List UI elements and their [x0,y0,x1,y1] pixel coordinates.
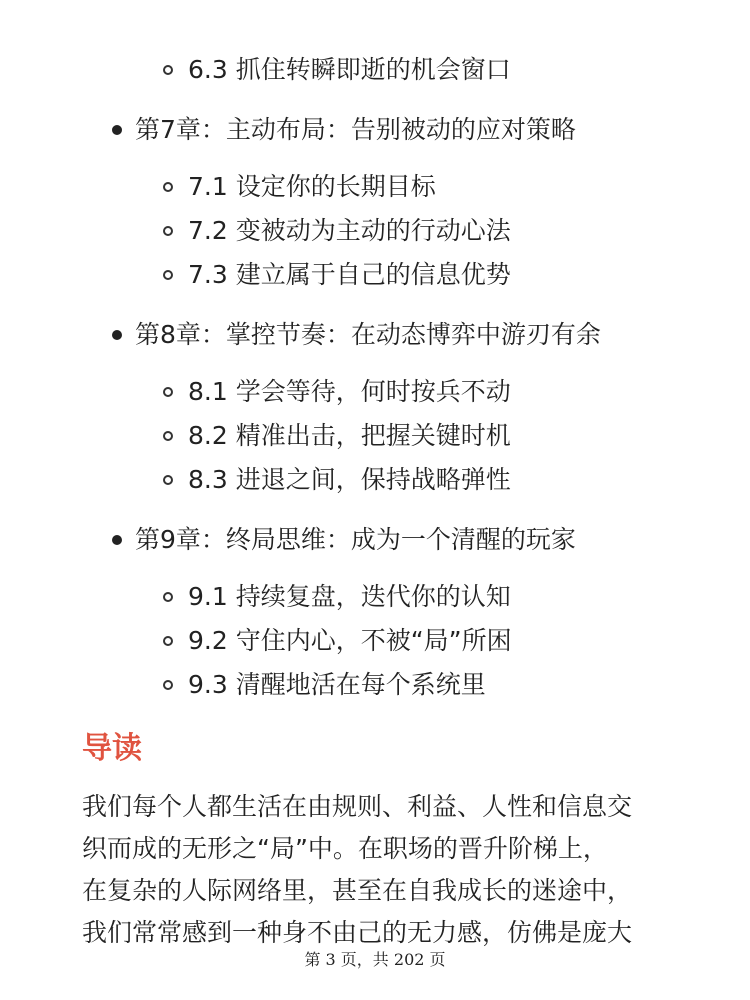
toc-item-7-1[interactable] [0,165,750,209]
hollow-bullet-icon [163,475,173,485]
toc-chapter-8[interactable] [0,313,750,357]
toc-item-8-3[interactable] [0,458,750,502]
hollow-bullet-icon [163,226,173,236]
toc-item-label: 9.3 清醒地活在每个系统里 [188,670,486,699]
toc-item-label: 7.1 设定你的长期目标 [188,172,436,201]
toc-item-label: 6.3 抓住转瞬即逝的机会窗口 [188,55,511,84]
toc-chapter-9[interactable] [0,518,750,562]
hollow-bullet-icon [163,592,173,602]
hollow-bullet-icon [163,65,173,75]
intro-paragraph [82,786,682,954]
toc-chapter-label: 第7章：主动布局：告别被动的应对策略 [135,115,576,144]
hollow-bullet-icon [163,636,173,646]
toc-item-label: 8.1 学会等待，何时按兵不动 [188,377,511,406]
toc-chapter-label: 第9章：终局思维：成为一个清醒的玩家 [135,525,576,554]
toc-item-label: 7.3 建立属于自己的信息优势 [188,260,511,289]
page-number: 第 3 页，共 202 页 [304,950,446,969]
paragraph-line: 织而成的无形之“局”中。在职场的晋升阶梯上， [82,834,608,863]
toc-item-8-1[interactable] [0,370,750,414]
hollow-bullet-icon [163,680,173,690]
filled-bullet-icon [112,535,122,545]
toc-item-label: 9.2 守住内心，不被“局”所困 [188,626,512,655]
paragraph-line: 我们常常感到一种身不由己的无力感，仿佛是庞大 [82,918,633,947]
toc-item-label: 8.2 精准出击，把握关键时机 [188,421,511,450]
toc-item-label: 9.1 持续复盘，迭代你的认知 [188,582,511,611]
toc-item-7-2[interactable] [0,209,750,253]
toc-item-7-3[interactable] [0,253,750,297]
toc-item-8-2[interactable] [0,414,750,458]
toc-item-label: 7.2 变被动为主动的行动心法 [188,216,511,245]
section-heading: 导读 [82,731,142,766]
hollow-bullet-icon [163,270,173,280]
paragraph-line: 我们每个人都生活在由规则、利益、人性和信息交 [82,792,633,821]
toc-chapter-label: 第8章：掌控节奏：在动态博弈中游刃有余 [135,320,601,349]
hollow-bullet-icon [163,431,173,441]
filled-bullet-icon [112,330,122,340]
hollow-bullet-icon [163,182,173,192]
toc-item-9-2[interactable] [0,619,750,663]
toc-item-label: 8.3 进退之间，保持战略弹性 [188,465,511,494]
toc-item-9-1[interactable] [0,575,750,619]
table-of-contents [0,48,750,707]
toc-item-6-3[interactable] [0,48,750,92]
paragraph-line: 在复杂的人际网络里，甚至在自我成长的迷途中， [82,876,633,905]
filled-bullet-icon [112,125,122,135]
hollow-bullet-icon [163,387,173,397]
toc-item-9-3[interactable] [0,663,750,707]
toc-chapter-7[interactable] [0,108,750,152]
